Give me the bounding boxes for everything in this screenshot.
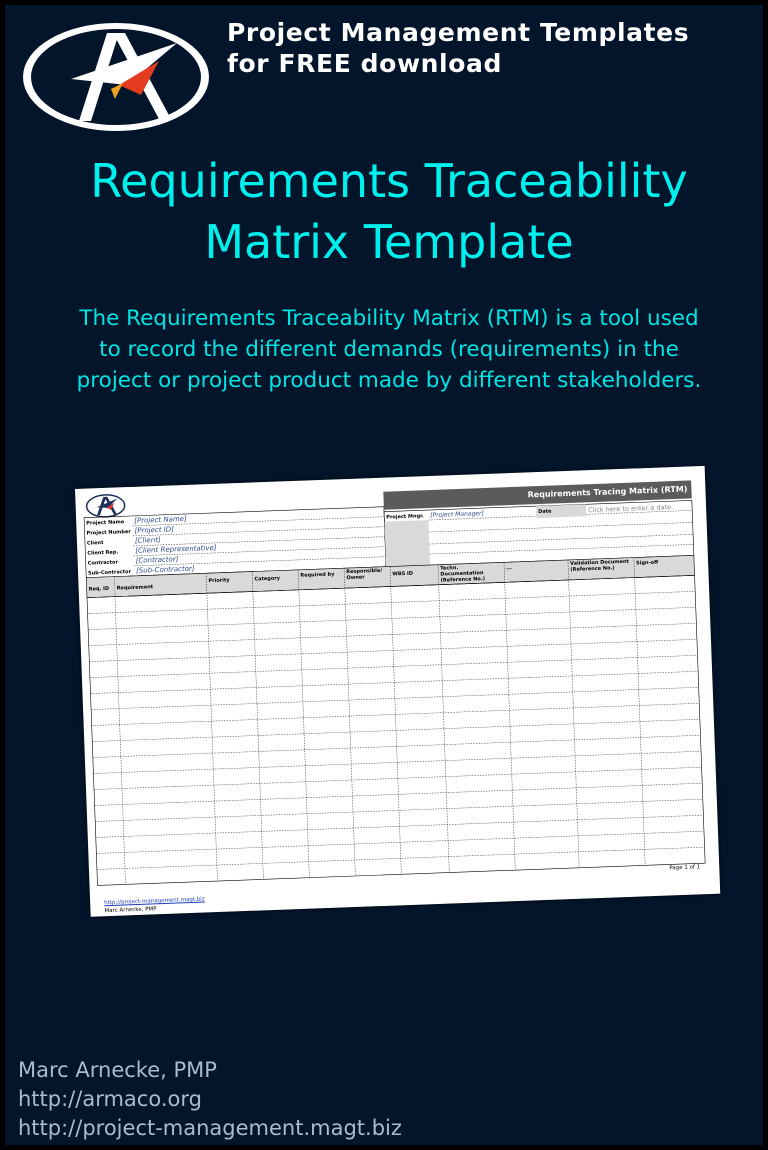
description xyxy=(27,303,751,396)
preview-grid-hline xyxy=(92,703,700,725)
header-title-line-2: for FREE download xyxy=(227,49,502,78)
footer-credits xyxy=(18,1056,402,1143)
preview-field-value: [Contractor] xyxy=(135,555,179,565)
preview-page-number: Page 1 of 1 xyxy=(669,864,701,872)
page-title xyxy=(5,151,768,273)
preview-column-header: Priority xyxy=(208,577,250,585)
template-preview-sheet xyxy=(75,466,720,917)
preview-grid-vline xyxy=(390,567,401,875)
preview-column-header: Req. ID xyxy=(89,586,115,593)
preview-footer-link[interactable]: http://project-management.magt.biz xyxy=(104,896,205,907)
compass-a-logo-icon xyxy=(19,19,213,135)
preview-grid-vline xyxy=(504,562,515,870)
preview-field-value: [Sub-Contractor] xyxy=(135,564,195,575)
preview-date-value: Click here to enter a date. xyxy=(587,503,674,515)
preview-field-label: Project Name xyxy=(86,519,125,527)
preview-column-header: Required by xyxy=(300,571,342,579)
preview-field-value: [Client] xyxy=(134,535,161,545)
preview-column-header: Techn. Documentation (Reference No.) xyxy=(440,563,503,583)
header-title xyxy=(227,17,767,79)
preview-field-label: Client Rep. xyxy=(87,549,119,557)
template-preview xyxy=(75,467,725,927)
preview-grid-vline xyxy=(568,560,579,868)
preview-column-header: Category xyxy=(254,575,296,583)
preview-grid-vline xyxy=(252,572,263,880)
preview-column-header: Sign-off xyxy=(636,558,692,566)
preview-field-value: [Project Name] xyxy=(134,514,187,525)
preview-grid-vline xyxy=(114,577,125,885)
preview-field-label: Contractor xyxy=(87,559,118,567)
footer-site-link-1[interactable]: http://armaco.org xyxy=(18,1087,202,1111)
preview-field-value: [Project ID] xyxy=(134,525,175,535)
preview-footer-author: Marc Arnecke, PMP xyxy=(104,906,157,915)
page-title-line-1: Requirements Traceability xyxy=(90,154,688,208)
preview-grid-hline xyxy=(91,687,699,709)
preview-pm-value: [Project Manager] xyxy=(430,510,484,519)
preview-column-header: Responsible/ Owner xyxy=(346,568,388,582)
preview-grid-vline xyxy=(206,573,217,881)
preview-pm-label: Project Mngr. xyxy=(386,513,424,521)
preview-banner: Requirements Tracing Matrix (RTM) xyxy=(383,480,691,509)
description-line-2: to record the different demands (requirements) in the xyxy=(99,337,679,362)
preview-grid-vline xyxy=(298,570,309,878)
header-title-line-1: Project Management Templates xyxy=(227,18,690,47)
preview-column-header: WBS ID xyxy=(392,570,436,578)
page-title-line-2: Matrix Template xyxy=(204,215,574,269)
preview-date-label: Date xyxy=(538,508,552,516)
description-line-3: project or project product made by different stakeholders. xyxy=(76,368,702,393)
preview-field-label: Sub-Contractor xyxy=(87,569,132,577)
preview-field-label: Project Number xyxy=(86,528,131,537)
preview-column-header: Requirement xyxy=(117,582,205,591)
footer-author: Marc Arnecke, PMP xyxy=(18,1058,217,1082)
preview-grid-hline xyxy=(93,751,701,773)
preview-column-header: ... xyxy=(506,563,566,571)
preview-field-label: Client xyxy=(86,539,104,547)
preview-column-header: Validation Document (Reference No.) xyxy=(570,559,632,573)
preview-field-value: [Client Representative] xyxy=(135,543,217,555)
footer-site-link-2[interactable]: http://project-management.magt.biz xyxy=(18,1116,402,1140)
description-line-1: The Requirements Traceability Matrix (RTM) is a tool used xyxy=(79,306,699,331)
preview-grid-vline xyxy=(634,558,645,866)
preview-grid-hline xyxy=(91,671,699,693)
preview-grid-vline xyxy=(344,568,355,876)
preview-grid-hline xyxy=(93,735,701,757)
preview-grid-vline xyxy=(438,565,449,873)
preview-grid-hline xyxy=(92,719,700,741)
